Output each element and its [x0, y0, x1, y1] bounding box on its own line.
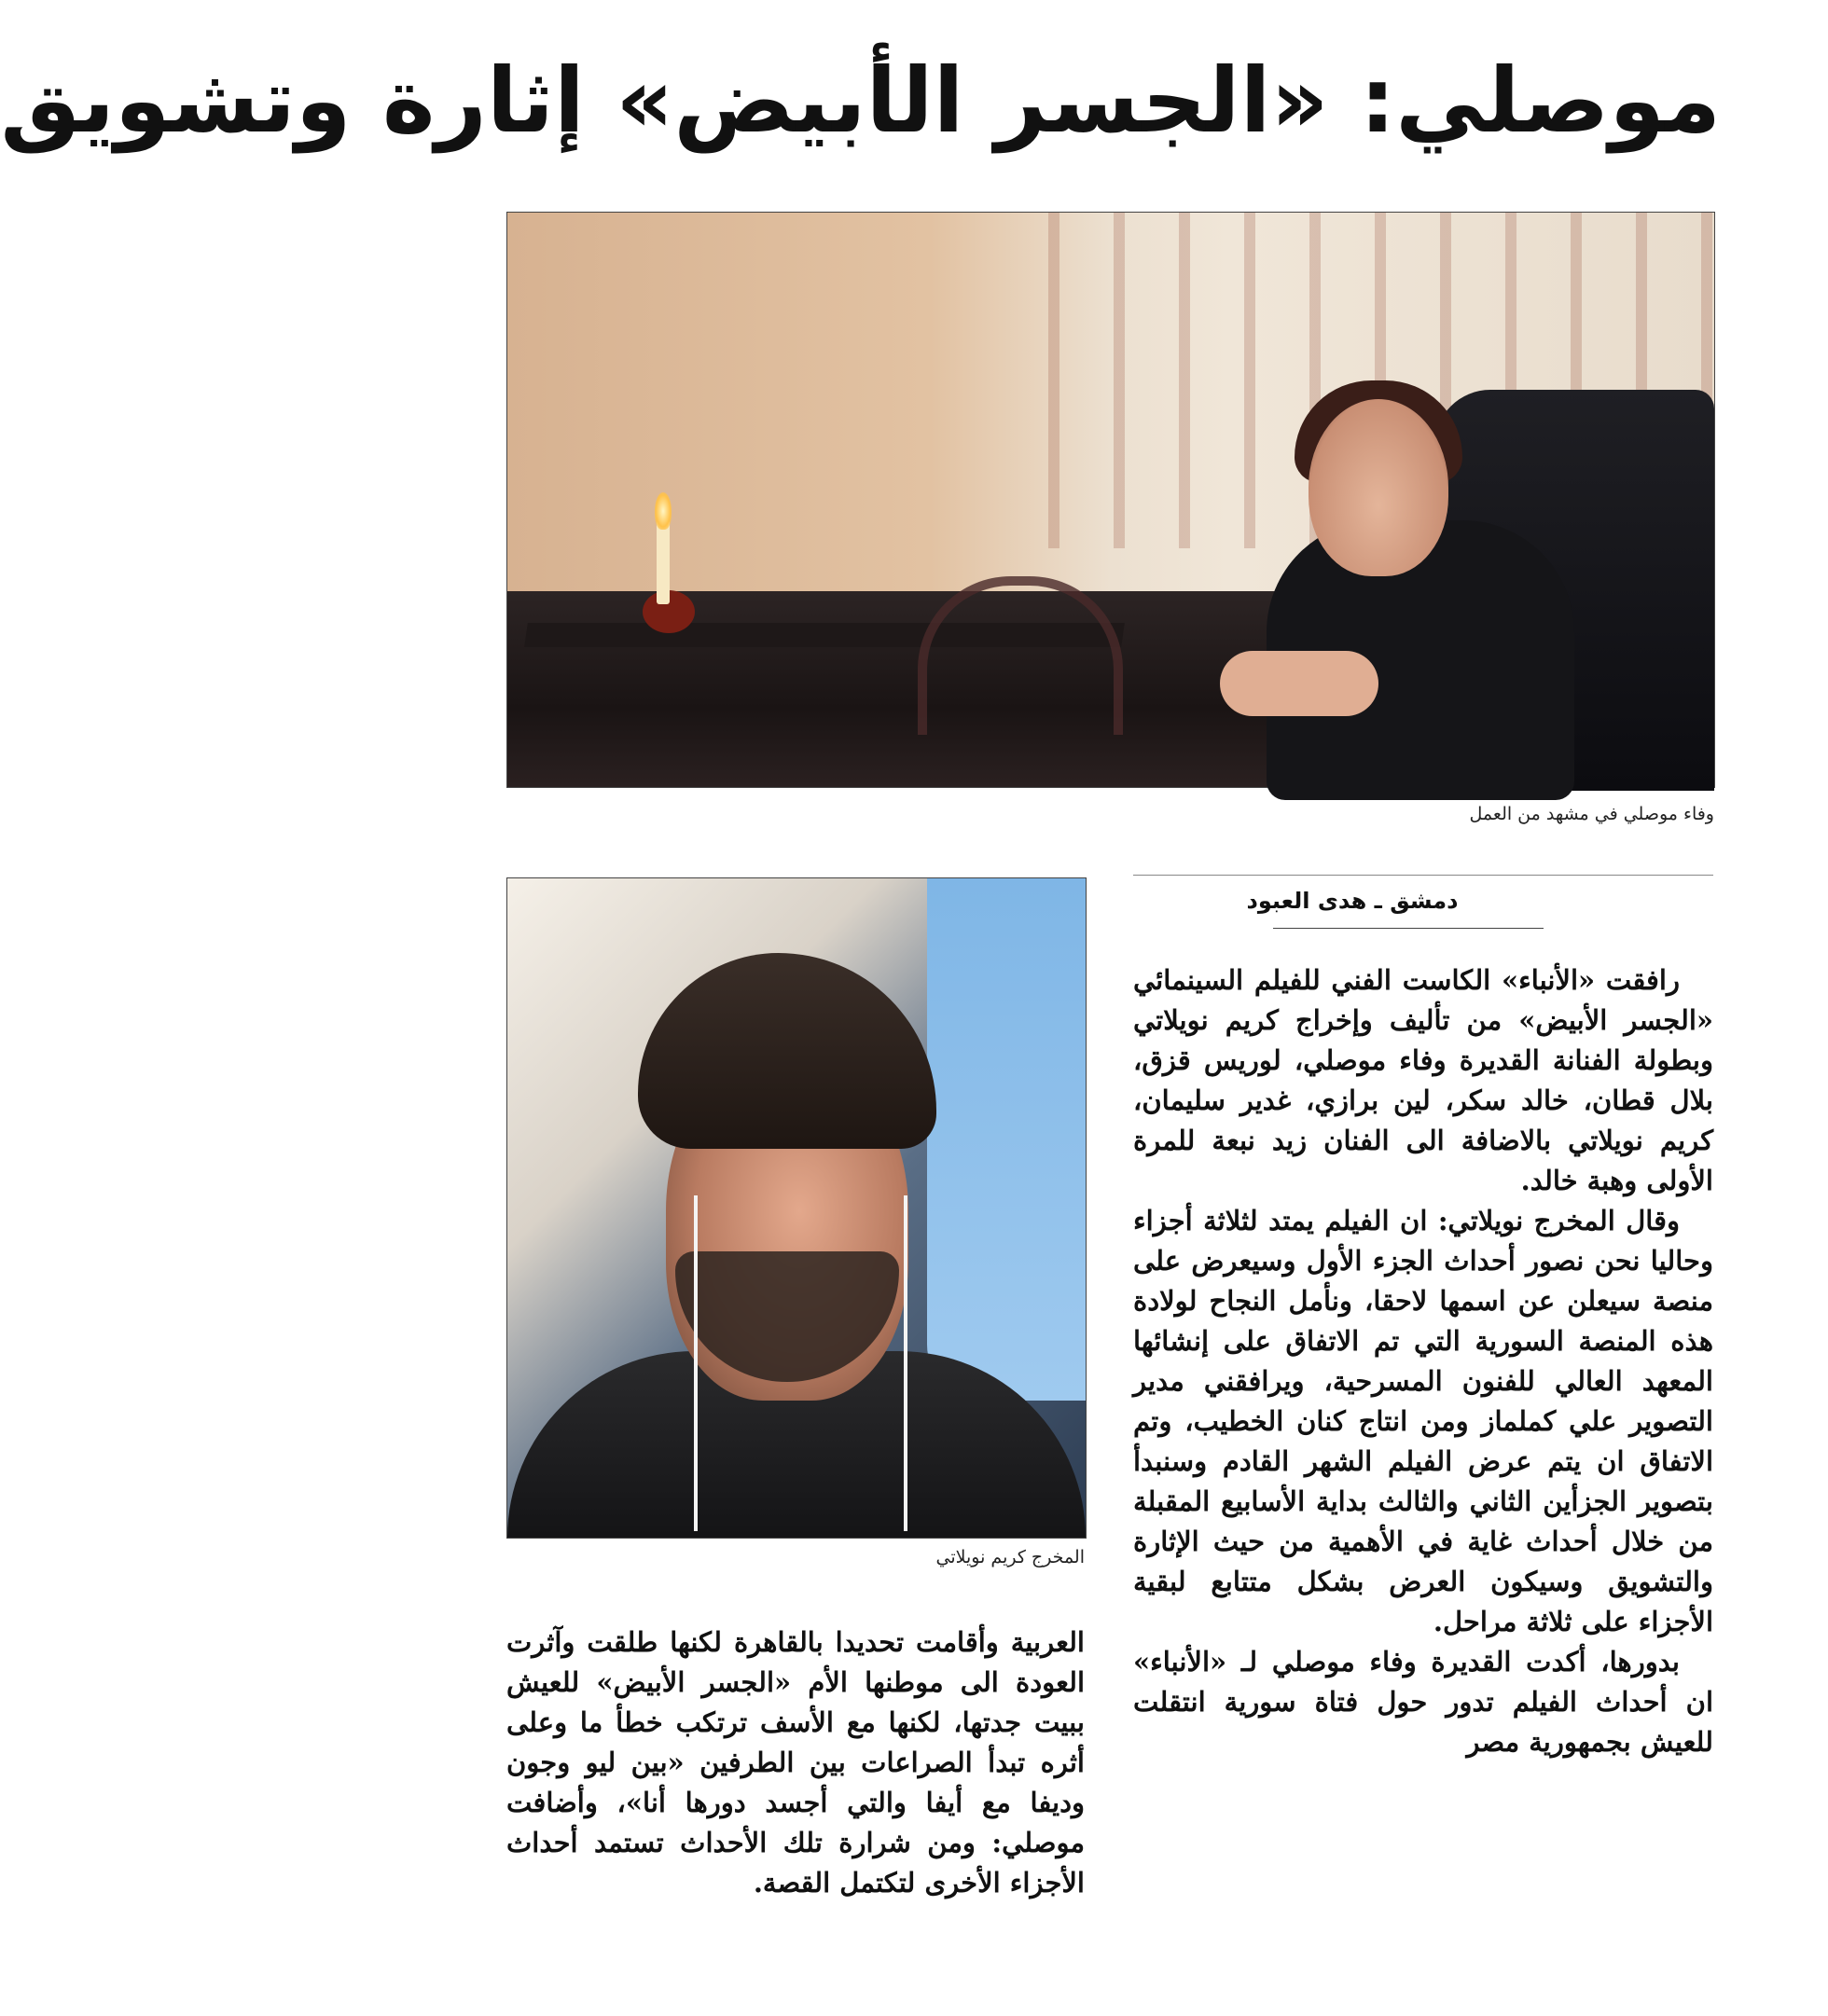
car-window — [927, 878, 1086, 1401]
candle — [657, 520, 670, 604]
byline-underline — [1273, 928, 1544, 929]
article-paragraph: العربية وأقامت تحديدا بالقاهرة لكنها طلقت وآثرت العودة الى موطنها الأم «الجسر الأبيض» للعيش ببيت جدتها، لكنها مع الأسف ترتكب خطأ ما وعلى أثره تبدأ الصراعات بين الطرفين «بين ليو وجون وديفا مع أيفا والتي أجسد دورها أنا»، وأضافت موصلي: ومن شرارة تلك الأحداث تستمد أحداث الأجزاء الأخرى لتكتمل القصة. — [506, 1626, 1085, 1899]
scorpion-ornament — [918, 576, 1123, 735]
woman-hands — [1220, 651, 1378, 716]
article-paragraph: رافقت «الأنباء» الكاست الفني للفيلم السينمائي «الجسر الأبيض» من تأليف وإخراج كريم نويلاتي وبطولة الفنانة القديرة وفاء موصلي، لوريس قزق، بلال قطان، خالد سكر، لين برازي، غدير سليمان، كريم نويلاتي بالاضافة الى الفنان زيد نبعة للمرة الأولى وهبة خالد. — [1133, 964, 1713, 1196]
article-paragraph: وقال المخرج نويلاتي: ان الفيلم يمتد لثلاثة أجزاء وحاليا نحن نصور أحداث الجزء الأول وسيعرض على منصة سيعلن عن اسمها لاحقا، ونأمل النجاح لولادة هذه المنصة السورية التي تم الاتفاق على إنشائها المعهد العالي للفنون المسرحية، ويرافقني مدير التصوير علي كملماز ومن انتاج كنان الخطيب، وتم الاتفاق ان يتم عرض الفيلم الشهر القادم وسنبدأ بتصوير الجزأين الثاني والثالث بداية الأسابيع المقبلة من خلال أحداث غاية في الأهمية من حيث الإثارة والتشويق وسيكون العرض بشكل متتابع لبقية الأجزاء على ثلاثة مراحل. — [1133, 1205, 1713, 1637]
byline-rule — [1133, 875, 1713, 876]
headline: موصلي: «الجسر الأبيض» إثارة وتشويق — [0, 48, 1721, 153]
byline: دمشق ـ هدى العبود — [1246, 888, 1459, 914]
portrait-photo-caption: المخرج كريم نويلاتي — [935, 1547, 1085, 1567]
candle-flame — [655, 492, 672, 530]
portrait-photo — [506, 877, 1087, 1539]
earphone-cable — [904, 1195, 907, 1531]
article-column-right — [1133, 960, 1713, 1762]
main-photo — [506, 212, 1715, 788]
main-photo-caption: وفاء موصلي في مشهد من العمل — [1469, 804, 1714, 824]
article-paragraph: بدورها، أكدت القديرة وفاء موصلي لـ «الأنباء» ان أحداث الفيلم تدور حول فتاة سورية انتقلت للعيش بجمهورية مصر — [1133, 1646, 1713, 1758]
earphone-cable — [694, 1195, 698, 1531]
article-column-left — [506, 1622, 1085, 1903]
man-hair — [638, 953, 936, 1149]
woman-face — [1309, 399, 1448, 576]
